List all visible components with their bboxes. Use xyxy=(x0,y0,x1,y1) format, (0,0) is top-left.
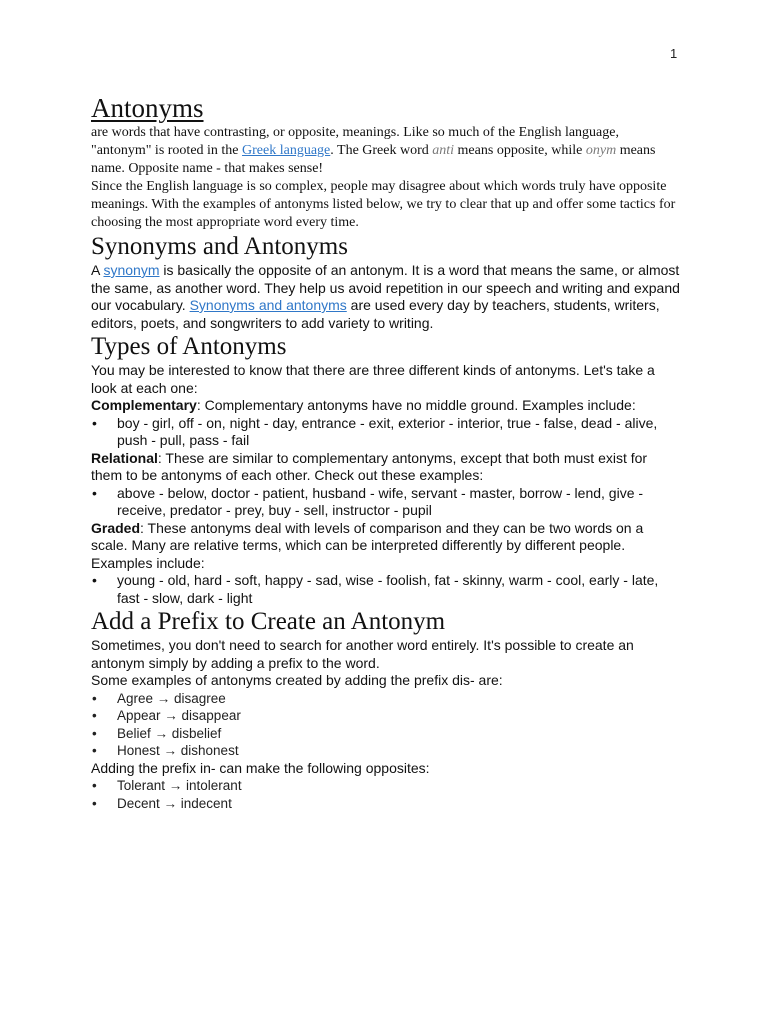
types-intro-paragraph: You may be interested to know that there are three different kinds of antonyms. Let's take a look at each one: xyxy=(91,362,655,396)
list-item: • Tolerant → intolerant xyxy=(91,777,681,795)
synonym-link[interactable]: synonym xyxy=(103,262,160,278)
list-item: • young - old, hard - soft, happy - sad, wise - foolish, fat - skinny, warm - cool, early - late, fast - slow, dark - light xyxy=(91,572,681,607)
complementary-term: Complementary xyxy=(91,397,197,413)
greek-language-link[interactable]: Greek language xyxy=(242,143,331,158)
relational-paragraph xyxy=(91,450,681,485)
dis-prefix-list xyxy=(91,690,681,760)
antonyms-second-paragraph: Since the English language is so complex, people may disagree about which words truly have opposite meanings. With the examples of antonyms listed below, we try to clear that up and offer some tactics for choosing the most appropriate word every time. xyxy=(91,179,676,230)
document-body xyxy=(91,92,681,812)
antonyms-intro-paragraph xyxy=(91,124,681,178)
page-number: 1 xyxy=(670,46,678,61)
syn-text-a: A xyxy=(91,262,104,278)
syn-text-b: is basically the opposite of an antonym. It is a word that means the same, or almost the same, as another word. They help us avoid repetition in our speech and writing and expand our vocabulary. xyxy=(91,262,680,313)
complementary-paragraph xyxy=(91,397,681,415)
synonyms-paragraph xyxy=(91,262,681,332)
list-item: • Honest → dishonest xyxy=(91,742,681,760)
synonyms-antonyms-heading: Synonyms and Antonyms xyxy=(91,233,348,260)
list-item: • Decent → indecent xyxy=(91,795,681,813)
graded-examples-list xyxy=(91,572,681,607)
prefix-intro-paragraph: Sometimes, you don't need to search for another word entirely. It's possible to create an antonym simply by adding a prefix to the word. xyxy=(91,637,634,671)
dis-prefix-paragraph: Some examples of antonyms created by adding the prefix dis- are: xyxy=(91,672,503,688)
intro-text-a: are words that have contrasting, or opposite, meanings. Like so much of the English language, "antonym" is rooted in the xyxy=(91,125,619,158)
complementary-examples-list xyxy=(91,415,681,450)
list-item: • Agree → disagree xyxy=(91,690,681,708)
graded-term: Graded xyxy=(91,519,141,536)
syn-text-c: are used every day by teachers, students, writers, editors, poets, and songwriters to add variety to writing. xyxy=(91,297,660,331)
in-prefix-list xyxy=(91,777,681,812)
in-prefix-paragraph: Adding the prefix in- can make the following opposites: xyxy=(91,759,430,776)
onym-word: onym xyxy=(585,143,617,158)
relational-examples-list xyxy=(91,485,681,520)
list-item: • Appear → disappear xyxy=(91,707,681,725)
synonyms-and-antonyms-link[interactable]: Synonyms and antonyms xyxy=(189,297,347,313)
anti-word: anti xyxy=(432,143,455,158)
complementary-desc: : Complementary antonyms have no middle ground. Examples include: xyxy=(196,397,636,413)
graded-paragraph xyxy=(91,520,681,573)
list-item: • boy - girl, off - on, night - day, entrance - exit, exterior - interior, true - false, dead - alive, push - pull, pass - fail xyxy=(91,415,681,450)
list-item: • Belief → disbelief xyxy=(91,725,681,743)
types-of-antonyms-heading: Types of Antonyms xyxy=(91,333,287,360)
intro-text-b: . The Greek word xyxy=(330,143,433,158)
intro-text-d: means name. Opposite name - that makes sense! xyxy=(91,143,656,176)
relational-term: Relational xyxy=(91,449,158,466)
add-prefix-heading: Add a Prefix to Create an Antonym xyxy=(91,608,446,635)
graded-desc: : These antonyms deal with levels of comparison and they can be two words on a scale. Many are relative terms, which can be interpreted differently by different people. Examples include: xyxy=(91,519,644,571)
list-item: • above - below, doctor - patient, husband - wife, servant - master, borrow - lend, give - receive, predator - prey, buy - sell, instructor - pupil xyxy=(91,485,681,520)
relational-desc: : These are similar to complementary antonyms, except that both must exist for them to be antonyms of each other. Check out these examples: xyxy=(91,449,648,483)
intro-text-c: means opposite, while xyxy=(454,143,586,158)
antonyms-heading: Antonyms xyxy=(91,93,204,123)
